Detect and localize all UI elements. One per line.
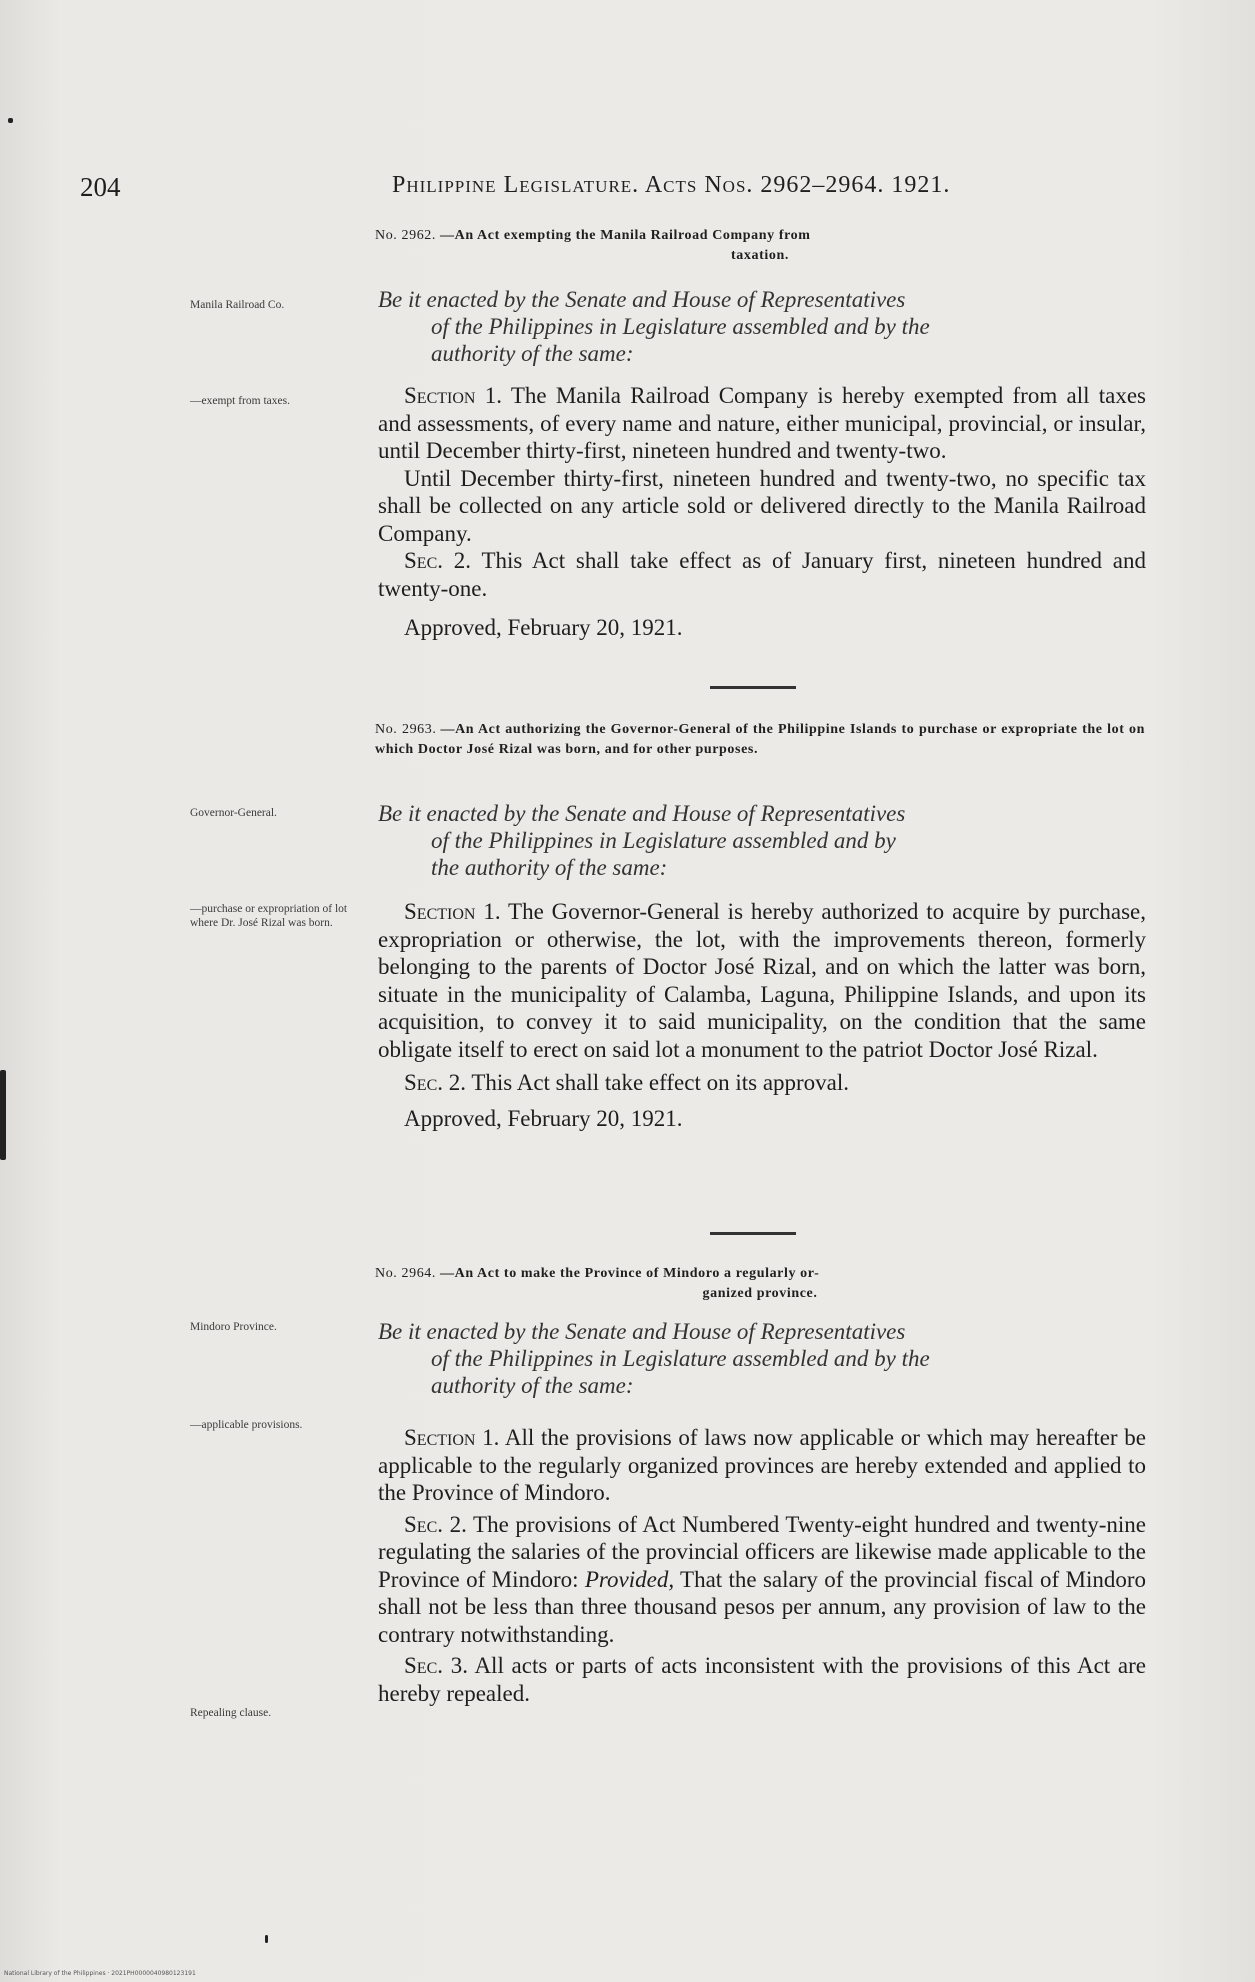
act-title-line: —An Act exempting the Manila Railroad Company from — [440, 228, 811, 243]
act-title — [375, 1264, 1145, 1304]
section-text: All the provisions of laws now applicable or which may hereafter be applicable to the regularly organized provinces are hereby extended and applied to the Province of Mindoro. — [378, 1425, 1147, 1505]
act-body — [378, 382, 1146, 642]
section-paragraph — [378, 898, 1146, 1063]
scan-credit: National Library of the Philippines · 2021PH0000040980123191 — [4, 1970, 196, 1977]
proviso-term: Provided, — [584, 1566, 675, 1592]
act-body — [378, 1424, 1146, 1707]
act-title-line: taxation. — [731, 248, 789, 263]
act-number: No. 2963. — [375, 722, 437, 737]
enacting-line: Be it enacted by the Senate and House of Representatives — [378, 287, 906, 312]
margin-note: —purchase or expropriation of lot where Dr. José Rizal was born. — [190, 903, 348, 929]
section-paragraph — [378, 1069, 1146, 1097]
section-paragraph: Until December thirty-first, nineteen hundred and twenty-two, no specific tax shall be collected on any article sold or delivered directly to the Manila Railroad Company. — [378, 465, 1146, 546]
margin-note: —exempt from taxes. — [190, 395, 290, 407]
section-label: Sec. 2. — [404, 548, 472, 573]
act-title-line: ganized province. — [702, 1286, 818, 1301]
margin-note: Mindoro Province. — [190, 1321, 277, 1333]
section-label: Section 1. — [404, 383, 502, 408]
page-number: 204 — [80, 172, 121, 202]
margin-note: —applicable provisions. — [190, 1419, 303, 1431]
running-head: Philippine Legislature. Acts Nos. 2962–2964. 1921. — [392, 172, 951, 198]
speck-mark — [8, 118, 13, 123]
section-divider — [710, 686, 796, 689]
enacting-line: the authority of the same: — [431, 855, 668, 880]
enacting-line: authority of the same: — [431, 341, 634, 366]
act-title-text: —An Act authorizing the Governor-General of the Philippine Islands to purchase or expropriate the lot on which Doctor José Rizal was born, and for other purposes. — [375, 722, 1145, 757]
enacting-line: of the Philippines in Legislature assembled and by the — [431, 314, 930, 339]
enacting-clause — [378, 286, 1146, 367]
act-number: No. 2962. — [375, 228, 437, 243]
enacting-line: Be it enacted by the Senate and House of Representatives — [378, 801, 906, 826]
enacting-clause — [378, 800, 1146, 881]
section-label: Sec. 2. — [404, 1511, 467, 1537]
section-text: The Governor-General is hereby authorized to acquire by purchase, expropriation or otherwise, the lot, with the improvements thereon, formerly belonging to the parents of Doctor José Rizal, and on which the latter was born, situate in the municipality of Calamba, Laguna, Philippine Islands, and upon its acquisition, to convey it to said municipality, on the condition that the same obligate itself to erect on said lot a monument to the patriot Doctor José Rizal. — [378, 899, 1146, 1062]
section-label: Sec. 2. — [404, 1070, 466, 1095]
approval-date: Approved, February 20, 1921. — [404, 615, 683, 640]
section-paragraph — [378, 1511, 1146, 1649]
act-title — [375, 720, 1145, 760]
enacting-clause — [378, 1318, 1146, 1399]
act-title — [375, 226, 1145, 266]
section-paragraph — [378, 547, 1146, 602]
section-paragraph — [378, 382, 1146, 465]
margin-note: Manila Railroad Co. — [190, 299, 285, 311]
section-label: Sec. 3. — [404, 1653, 468, 1678]
section-text: This Act shall take effect on its approval. — [471, 1070, 850, 1095]
page-header — [0, 168, 1255, 208]
section-text: This Act shall take effect as of January first, nineteen hundred and twenty-one. — [378, 548, 1147, 601]
section-text: That the salary of the provincial fiscal of Mindoro shall not be less than three thousand pesos per annum, any provision of law to the contrary notwithstanding. — [378, 1566, 1146, 1647]
section-text: All acts or parts of acts inconsistent with the provisions of this Act are hereby repealed. — [378, 1653, 1146, 1706]
section-label: Section 1. — [404, 899, 501, 924]
section-text: The Manila Railroad Company is hereby exempted from all taxes and assessments, of every name and nature, either municipal, provincial, or insular, until December thirty-first, nineteen hundred and twenty-two. — [378, 383, 1147, 463]
enacting-line: authority of the same: — [431, 1373, 634, 1398]
act-body — [378, 898, 1146, 1132]
act-title-line: —An Act to make the Province of Mindoro a regularly or- — [440, 1266, 820, 1281]
margin-note: Repealing clause. — [190, 1707, 272, 1719]
approval-date: Approved, February 20, 1921. — [404, 1105, 683, 1131]
enacting-line: of the Philippines in Legislature assembled and by — [431, 828, 896, 853]
enacting-line: Be it enacted by the Senate and House of Representatives — [378, 1319, 906, 1344]
enacting-line: of the Philippines in Legislature assembled and by the — [431, 1346, 930, 1371]
act-number: No. 2964. — [375, 1266, 437, 1281]
section-label: Section 1. — [404, 1425, 500, 1450]
section-paragraph — [378, 1424, 1146, 1507]
margin-note: Governor-General. — [190, 807, 277, 819]
binding-shadow — [0, 1070, 6, 1160]
speck-mark — [265, 1935, 268, 1943]
section-paragraph — [378, 1652, 1146, 1707]
section-divider — [710, 1232, 796, 1235]
section-text: The provisions of Act Numbered Twenty-eight hundred and twenty-nine regulating the salaries of the provincial officers are likewise made applicable to the Province of Mindoro: — [378, 1511, 1146, 1592]
